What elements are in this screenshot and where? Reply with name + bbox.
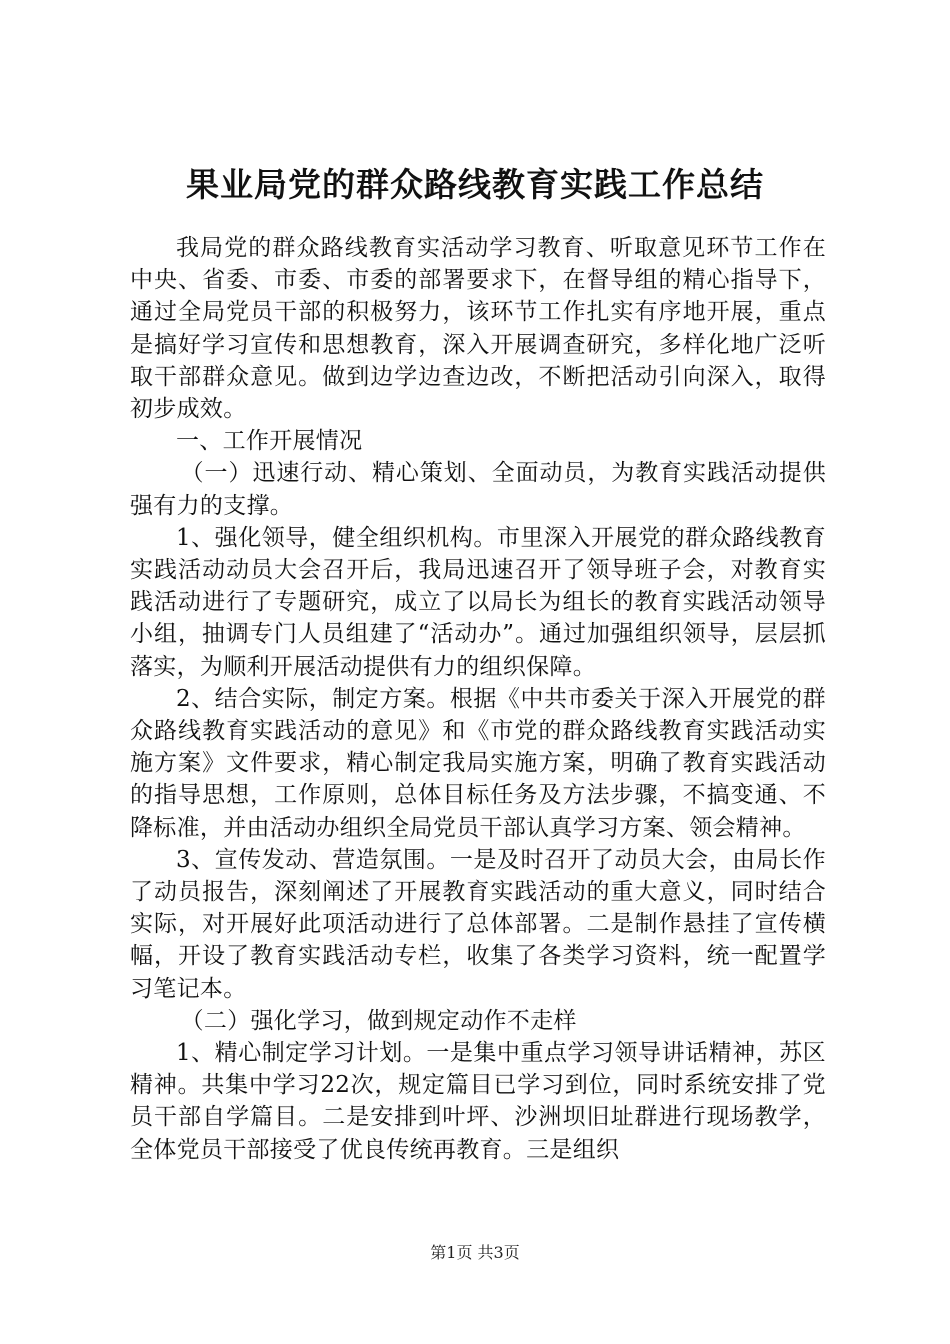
paragraph-intro: 我局党的群众路线教育实活动学习教育、听取意见环节工作在中央、省委、市委、市委的部署要求下，在督导组的精心指导下，通过全局党员干部的积极努力，该环节工作扎实有序地开展，重点是搞好学习宣传和思想教育，深入开展调查研究，多样化地广泛听取干部群众意见。做到边学边查边改，不断把活动引向深入，取得初步成效。 [130, 235, 826, 423]
document-title: 果业局党的群众路线教育实践工作总结 [186, 165, 764, 204]
paragraph-study-plan: 1、精心制定学习计划。一是集中重点学习领导讲话精神，苏区精神。共集中学习22次，规定篇目已学习到位，同时系统安排了党员干部自学篇目。二是安排到叶坪、沙洲坝旧址群进行现场教学，全体党员干部接受了优良传统再教育。三是组织 [130, 1040, 826, 1163]
heading-subsection-2: （二）强化学习，做到规定动作不走样 [180, 1007, 577, 1034]
heading-subsection-1: （一）迅速行动、精心策划、全面动员，为教育实践活动提供强有力的支撑。 [130, 460, 826, 519]
page-number-footer: 第1页 共3页 [430, 1243, 520, 1262]
document-body [130, 232, 826, 1166]
paragraph-item-1: 1、强化领导，健全组织机构。市里深入开展党的群众路线教育实践活动动员大会召开后，我局迅速召开了领导班子会，对教育实践活动进行了专题研究，成立了以局长为组长的教育实践活动领导小组，抽调专门人员组建了“活动办”。通过加强组织领导，层层抓落实，为顺利开展活动提供有力的组织保障。 [130, 524, 826, 680]
paragraph-item-2: 2、结合实际，制定方案。根据《中共市委关于深入开展党的群众路线教育实践活动的意见》和《市党的群众路线教育实践活动实施方案》文件要求，精心制定我局实施方案，明确了教育实践活动的指导思想，工作原则，总体目标任务及方法步骤，不搞变通、不降标准，并由活动办组织全局党员干部认真学习方案、领会精神。 [130, 685, 826, 841]
paragraph-item-3: 3、宣传发动、营造氛围。一是及时召开了动员大会，由局长作了动员报告，深刻阐述了开展教育实践活动的重大意义，同时结合实际，对开展好此项活动进行了总体部署。二是制作悬挂了宣传横幅，开设了教育实践活动专栏，收集了各类学习资料，统一配置学习笔记本。 [130, 846, 826, 1002]
heading-section-1: 一、工作开展情况 [176, 428, 363, 455]
